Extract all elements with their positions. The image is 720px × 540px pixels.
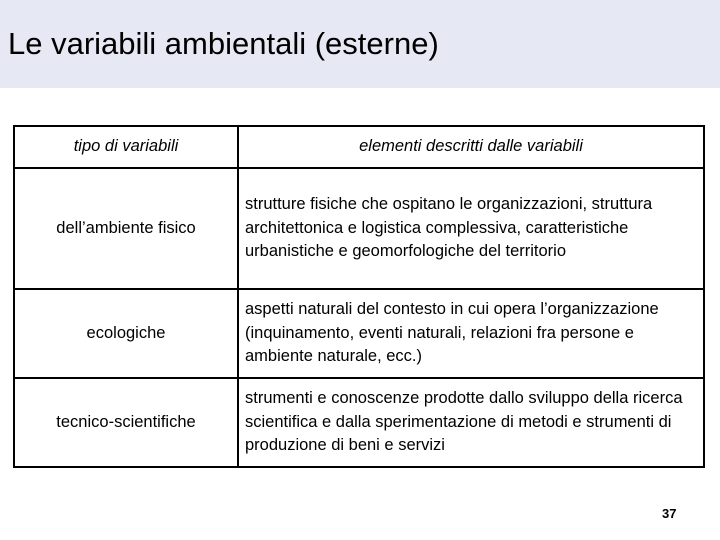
header-description: elementi descritti dalle variabili	[359, 137, 583, 156]
row-type-cell: ecologiche	[86, 323, 166, 342]
page-number: 37	[662, 506, 677, 521]
variables-table	[13, 125, 705, 468]
row-description-cell: strumenti e conoscenze prodotte dallo sviluppo della ricerca scientifica e dalla sperimentazione di metodi e strumenti di produzione di beni e servizi	[245, 389, 683, 455]
row-type-cell: dell’ambiente fisico	[56, 218, 196, 237]
row-type-cell: tecnico-scientifiche	[56, 412, 196, 431]
slide-title: Le variabili ambientali (esterne)	[8, 26, 439, 61]
row-description-cell: strutture fisiche che ospitano le organizzazioni, struttura architettonica e logistica complessiva, caratteristiche urbanistiche e geomorfologiche del territorio	[245, 195, 653, 261]
header-type: tipo di variabili	[73, 137, 179, 156]
title-band	[0, 0, 720, 88]
row-description-cell: aspetti naturali del contesto in cui opera l’organizzazione (inquinamento, eventi naturali, relazioni fra persone e ambiente naturale, ecc.)	[245, 300, 659, 366]
